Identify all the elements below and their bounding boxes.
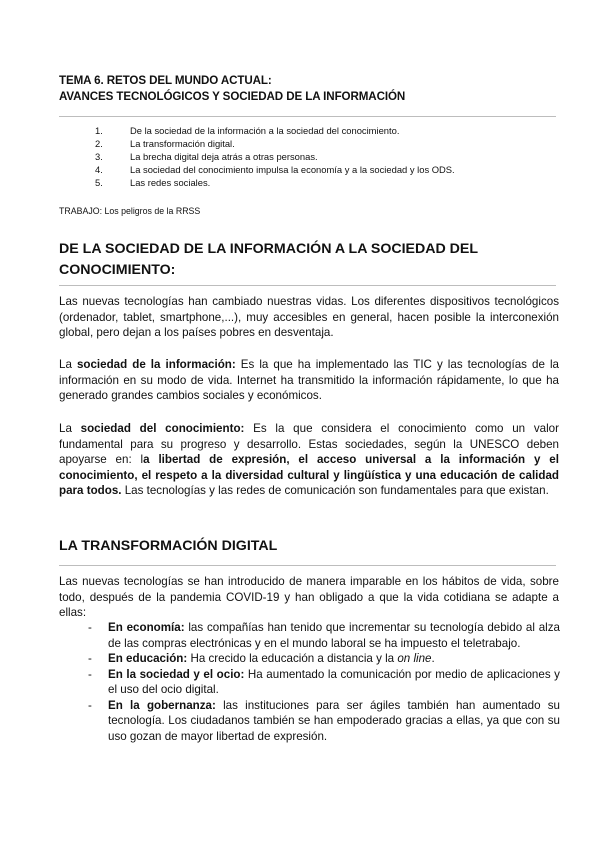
toc-item [95,176,455,189]
dash-bullet: - [88,698,92,712]
toc-number: 5. [95,177,103,188]
list-italic-term: on line [397,652,432,665]
list-item [88,667,560,698]
paragraph-body: Es la que ha implementado las TIC y las tecnologías de la información en su modo de vida. Internet ha transmitido la información rápidamente, lo que ha generado grandes cambios sociales y económicos. [59,358,559,402]
list-item [88,651,560,667]
toc-item [95,150,455,163]
toc-item [95,124,455,137]
list-text: Ha aumentado la comunicación por medio de aplicaciones y el uso del ocio digital. [108,667,560,696]
list-term: En la sociedad y el ocio: [108,667,245,681]
toc-number: 2. [95,138,103,149]
toc-text: La transformación digital. [130,138,235,149]
toc-text: Las redes sociales. [130,177,211,188]
list-term: En educación: [108,652,188,665]
toc-text: La brecha digital deja atrás a otras personas. [130,151,318,162]
dash-bullet: - [88,652,92,665]
toc-number: 3. [95,151,103,162]
toc-number: 1. [95,125,103,136]
term-information-society: sociedad de la información: [76,358,236,371]
table-of-contents [95,124,455,189]
paragraph-prefix: La [59,358,77,371]
toc-text: La sociedad del conocimiento impulsa la economía y a la sociedad y los ODS. [130,164,455,175]
impact-list [88,620,560,744]
toc-number: 4. [95,164,103,175]
list-text: Ha crecido la educación a distancia y la [187,652,398,665]
paragraph-tail: Las tecnologías y las redes de comunicación son fundamentales para que existan. [121,484,549,497]
divider [59,116,556,117]
knowledge-society-paragraph [59,421,559,499]
section1-intro-paragraph: Las nuevas tecnologías han cambiado nuestras vidas. Los diferentes dispositivos tecnológicos (ordenador, tablet, smartphone,...), muy accesibles en general, hacen posible la interconexión global, pero dejan a los países pobres en desventaja. [59,295,559,339]
toc-item [95,163,455,176]
list-tail: . [431,652,435,665]
dash-bullet: - [88,621,92,634]
paragraph-body: Es la que considera el conocimiento como un valor fundamental para su progreso y desarrollo. Estas sociedades, según la UNESCO deben apoyarse en: l [59,422,559,466]
information-society-paragraph [59,357,559,404]
dash-bullet: - [88,667,92,681]
divider [59,285,556,286]
assignment-note: TRABAJO: Los peligros de la RRSS [59,206,201,216]
section-heading-line2: CONOCIMIENTO: [59,262,176,278]
list-item [88,698,560,745]
unesco-pillars: a libertad de expresión, el acceso universal a la información y el conocimiento, el respeto a la diversidad cultural y lingüística y una educación de calidad para todos. [59,453,559,497]
list-term: En la gobernanza: [108,698,216,712]
section2-intro-paragraph: Las nuevas tecnologías se han introducido de manera imparable en los hábitos de vida, sobre todo, después de la pandemia COVID-19 y han obligado a que la vida cotidiana se adapte a ellas: [59,575,559,619]
page-title-line2: AVANCES TECNOLÓGICOS Y SOCIEDAD DE LA INFORMACIÓN [59,90,406,103]
list-item [88,620,560,651]
toc-item [95,137,455,150]
section-heading-line1: DE LA SOCIEDAD DE LA INFORMACIÓN A LA SOCIEDAD DEL [59,241,479,257]
page-title-line1: TEMA 6. RETOS DEL MUNDO ACTUAL: [59,74,272,87]
divider [59,565,556,566]
list-term: En economía: [108,621,185,634]
list-text: las instituciones para ser ágiles también han aumentado su tecnología. Los ciudadanos también se han empoderado gracias a ellas, ya que con su uso gozan de mayor libertad de expresión. [108,698,560,743]
list-text: las compañías han tenido que incrementar su tecnología debido al alza de las compras electrónicas y en el mundo laboral se ha impuesto el teletrabajo. [108,621,560,650]
term-knowledge-society: sociedad del conocimiento: [80,422,245,435]
section-heading [59,239,559,281]
paragraph-prefix: La [59,422,81,435]
toc-text: De la sociedad de la información a la sociedad del conocimiento. [130,125,400,136]
section-heading: LA TRANSFORMACIÓN DIGITAL [59,538,278,554]
